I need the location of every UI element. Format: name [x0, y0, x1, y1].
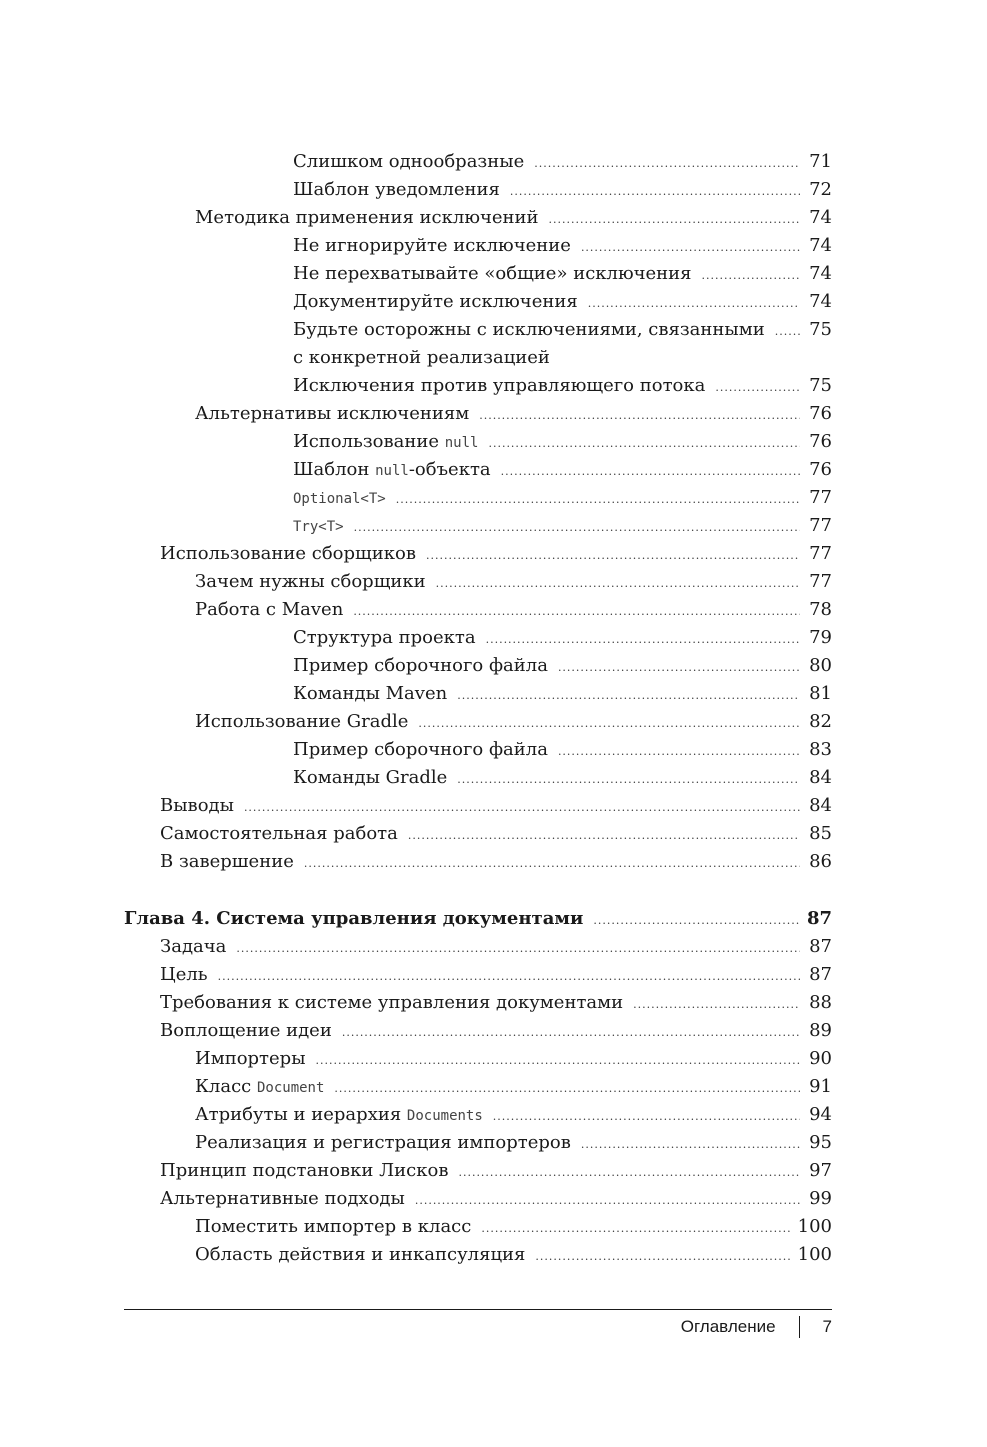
toc-text-fragment: Использование сборщиков	[160, 543, 416, 564]
toc-gap	[124, 876, 832, 905]
toc-page-number: 74	[809, 207, 832, 228]
toc-dot-leader	[342, 1019, 800, 1047]
toc-page-number: 90	[809, 1048, 832, 1069]
toc-page-number: 77	[809, 543, 832, 564]
toc-page-number: 74	[809, 263, 832, 284]
toc-code-fragment: Try<T>	[293, 519, 344, 535]
toc-text-fragment: Реализация и регистрация импортеров	[195, 1132, 571, 1153]
footer-separator	[799, 1316, 800, 1338]
toc-dot-leader	[702, 262, 800, 290]
toc-page-number: 91	[809, 1076, 832, 1097]
toc-page-number: 74	[809, 235, 832, 256]
toc-dot-leader	[581, 1131, 800, 1159]
toc-entry-title	[293, 316, 775, 372]
toc-text-fragment: Выводы	[160, 795, 234, 816]
toc-entry-title	[195, 1241, 535, 1269]
toc-text-fragment: Воплощение идеи	[160, 1020, 332, 1041]
toc-page-number: 87	[809, 964, 832, 985]
toc-entry-title	[195, 1101, 493, 1130]
page-footer	[681, 1316, 832, 1338]
toc-entry-title	[160, 540, 426, 568]
toc-page-number: 81	[809, 683, 832, 704]
toc-text-fragment: Не игнорируйте исключение	[293, 235, 571, 256]
toc-text-fragment: Требования к системе управления документами	[160, 992, 624, 1013]
toc-page-number: 77	[809, 571, 832, 592]
toc-text-fragment: Альтернативные подходы	[160, 1188, 405, 1209]
toc-entry-title	[195, 400, 479, 428]
toc-page-number: 75	[809, 319, 832, 340]
table-of-contents	[124, 148, 832, 1269]
toc-dot-leader	[426, 542, 800, 570]
toc-entry[interactable]	[124, 204, 832, 232]
toc-text-fragment: Команды Maven	[293, 683, 448, 704]
toc-dot-leader	[535, 1243, 789, 1271]
toc-dot-leader	[488, 430, 800, 458]
toc-dot-leader	[436, 570, 800, 598]
toc-code-fragment: Documents	[406, 1108, 483, 1124]
toc-dot-leader	[236, 935, 800, 963]
toc-dot-leader	[715, 374, 800, 402]
toc-entry-title	[293, 372, 715, 400]
toc-text-fragment: Зачем нужны сборщики	[195, 571, 426, 592]
toc-entry[interactable]	[124, 456, 832, 484]
toc-page-number: 86	[809, 851, 832, 872]
toc-page-number: 74	[809, 291, 832, 312]
toc-page-number: 89	[809, 1020, 832, 1041]
toc-entry-title	[293, 288, 588, 316]
toc-entry-title	[160, 933, 236, 961]
toc-entry[interactable]	[124, 148, 832, 176]
toc-text-fragment: Поместить импортер в класс	[195, 1216, 472, 1237]
toc-text-fragment: Задача	[160, 936, 227, 957]
toc-dot-leader	[304, 850, 800, 878]
toc-entry[interactable]	[124, 288, 832, 316]
toc-entry[interactable]	[124, 1157, 832, 1185]
toc-entry[interactable]	[124, 708, 832, 736]
toc-entry-title	[293, 260, 702, 288]
toc-entry-title	[293, 764, 457, 792]
toc-dot-leader	[581, 234, 800, 262]
toc-page-number: 75	[809, 375, 832, 396]
toc-entry-title	[195, 1213, 481, 1241]
toc-text-fragment: Атрибуты и иерархия	[195, 1104, 407, 1125]
toc-text-fragment: Цель	[160, 964, 208, 985]
toc-text-fragment: Класс	[195, 1076, 257, 1097]
toc-text-fragment: В завершение	[160, 851, 294, 872]
toc-dot-leader	[353, 598, 800, 626]
toc-entry[interactable]	[124, 1129, 832, 1157]
toc-dot-leader	[534, 150, 800, 178]
toc-text-fragment: Альтернативы исключениям	[195, 403, 470, 424]
toc-entry[interactable]	[124, 792, 832, 820]
toc-entry[interactable]	[124, 848, 832, 876]
toc-dot-leader	[501, 458, 800, 486]
toc-page-number: 79	[809, 627, 832, 648]
toc-entry-title	[293, 680, 457, 708]
toc-dot-leader	[408, 822, 800, 850]
toc-entry[interactable]	[124, 512, 832, 540]
toc-text-fragment: Исключения против управляющего потока	[293, 375, 706, 396]
toc-entry-title	[195, 568, 436, 596]
toc-entry[interactable]	[124, 540, 832, 568]
toc-text-fragment: Область действия и инкапсуляция	[195, 1244, 526, 1265]
toc-page-number: 85	[809, 823, 832, 844]
toc-entry-title	[160, 989, 633, 1017]
toc-entry[interactable]	[124, 1241, 832, 1269]
toc-page-number: 76	[809, 403, 832, 424]
toc-text-fragment: Пример сборочного файла	[293, 655, 548, 676]
toc-entry-title	[160, 1017, 342, 1045]
toc-entry-title	[293, 512, 354, 541]
toc-entry[interactable]	[124, 652, 832, 680]
toc-code-fragment: null	[444, 435, 479, 451]
toc-entry-title	[124, 905, 593, 933]
toc-entry-title	[293, 148, 534, 176]
toc-text-fragment: Шаблон уведомления	[293, 179, 500, 200]
toc-code-fragment: null	[375, 463, 409, 479]
toc-dot-leader	[396, 486, 800, 514]
toc-text-fragment: -объекта	[408, 459, 491, 480]
toc-dot-leader	[486, 626, 800, 654]
toc-dot-leader	[479, 402, 800, 430]
toc-entry[interactable]	[124, 736, 832, 764]
toc-chapter-entry[interactable]	[124, 905, 832, 933]
toc-page-number: 72	[809, 179, 832, 200]
toc-entry-title	[160, 848, 304, 876]
toc-entry-title	[293, 428, 488, 457]
toc-page-number: 83	[809, 739, 832, 760]
toc-entry[interactable]	[124, 624, 832, 652]
toc-entry-title	[293, 736, 558, 764]
toc-entry[interactable]	[124, 484, 832, 512]
toc-dot-leader	[244, 794, 800, 822]
toc-dot-leader	[418, 710, 800, 738]
toc-entry[interactable]	[124, 1045, 832, 1073]
toc-entry[interactable]	[124, 260, 832, 288]
toc-entry-title	[160, 792, 244, 820]
toc-page-number: 100	[797, 1244, 832, 1265]
toc-entry[interactable]	[124, 372, 832, 400]
toc-entry[interactable]	[124, 176, 832, 204]
toc-text-fragment: Методика применения исключений	[195, 207, 539, 228]
toc-page-number: 77	[809, 487, 832, 508]
toc-dot-leader	[458, 1159, 800, 1187]
toc-text-fragment: с конкретной реализацией	[293, 347, 550, 368]
toc-page-number: 71	[809, 151, 832, 172]
toc-entry-title-line: Будьте осторожны с исключениями, связанными	[293, 319, 765, 340]
toc-dot-leader	[334, 1075, 800, 1103]
toc-page-number: 87	[806, 908, 832, 929]
toc-entry[interactable]	[124, 1101, 832, 1129]
toc-entry[interactable]	[124, 316, 832, 372]
toc-entry[interactable]	[124, 961, 832, 989]
toc-entry-title	[195, 1129, 581, 1157]
footer-page-number: 7	[822, 1317, 832, 1336]
toc-text-fragment: Принцип подстановки Лисков	[160, 1160, 449, 1181]
toc-dot-leader	[549, 206, 800, 234]
toc-page-number: 77	[809, 515, 832, 536]
toc-text-fragment: Глава 4. Система управления документами	[124, 908, 584, 929]
toc-entry-title	[293, 624, 486, 652]
toc-entry[interactable]	[124, 568, 832, 596]
toc-entry-title	[195, 596, 353, 624]
toc-page-number: 80	[809, 655, 832, 676]
toc-page-number: 97	[809, 1160, 832, 1181]
footer-section-title: Оглавление	[680, 1317, 776, 1336]
toc-entry[interactable]	[124, 680, 832, 708]
toc-dot-leader	[633, 991, 800, 1019]
toc-entry[interactable]	[124, 1017, 832, 1045]
toc-dot-leader	[558, 654, 800, 682]
toc-entry[interactable]	[124, 596, 832, 624]
toc-entry-title	[160, 961, 218, 989]
toc-entry-title	[195, 204, 549, 232]
toc-text-fragment: Самостоятельная работа	[160, 823, 398, 844]
toc-entry-title	[293, 176, 510, 204]
toc-dot-leader	[481, 1215, 789, 1243]
toc-text-fragment: Команды Gradle	[293, 767, 448, 788]
toc-page-number: 94	[809, 1104, 832, 1125]
toc-text-fragment: Слишком однообразные	[293, 151, 525, 172]
toc-entry[interactable]	[124, 989, 832, 1017]
toc-entry-title	[293, 456, 501, 485]
toc-entry[interactable]	[124, 820, 832, 848]
toc-dot-leader	[457, 682, 800, 710]
toc-dot-leader	[354, 514, 800, 542]
toc-page-number: 82	[809, 711, 832, 732]
toc-entry-title	[195, 1045, 316, 1073]
footer-rule	[124, 1309, 832, 1310]
toc-page-number: 78	[809, 599, 832, 620]
toc-page-number: 100	[797, 1216, 832, 1237]
toc-entry[interactable]	[124, 933, 832, 961]
toc-entry-title	[195, 708, 418, 736]
toc-text-fragment: Структура проекта	[293, 627, 476, 648]
toc-code-fragment: Document	[256, 1080, 325, 1096]
toc-page-number: 84	[809, 795, 832, 816]
toc-page-number: 76	[809, 431, 832, 452]
toc-dot-leader	[493, 1103, 800, 1131]
toc-dot-leader	[588, 290, 800, 318]
toc-text-fragment: Импортеры	[195, 1048, 306, 1069]
toc-text-fragment: Использование Gradle	[195, 711, 409, 732]
toc-page-number: 88	[809, 992, 832, 1013]
toc-page-number: 84	[809, 767, 832, 788]
toc-entry[interactable]	[124, 400, 832, 428]
toc-entry[interactable]	[124, 764, 832, 792]
toc-text-fragment: Работа с Maven	[195, 599, 344, 620]
toc-dot-leader	[510, 178, 800, 206]
toc-entry-title	[160, 1157, 458, 1185]
toc-text-fragment: Пример сборочного файла	[293, 739, 548, 760]
toc-page-number: 87	[809, 936, 832, 957]
toc-entry[interactable]	[124, 428, 832, 456]
toc-text-fragment: Шаблон	[293, 459, 376, 480]
toc-entry[interactable]	[124, 1213, 832, 1241]
toc-page-number: 76	[809, 459, 832, 480]
toc-dot-leader	[775, 318, 800, 346]
toc-text-fragment: Использование	[293, 431, 445, 452]
toc-entry-title	[293, 232, 581, 260]
toc-entry-title	[160, 1185, 415, 1213]
toc-entry[interactable]	[124, 1185, 832, 1213]
toc-entry-title	[293, 652, 558, 680]
toc-dot-leader	[415, 1187, 800, 1215]
toc-entry-title	[293, 484, 396, 513]
toc-dot-leader	[593, 907, 799, 935]
toc-dot-leader	[558, 738, 800, 766]
toc-code-fragment: Optional<T>	[293, 491, 386, 507]
toc-page-number: 99	[809, 1188, 832, 1209]
toc-entry-title	[160, 820, 408, 848]
toc-text-fragment: Не перехватывайте «общие» исключения	[293, 263, 692, 284]
toc-entry[interactable]	[124, 232, 832, 260]
toc-dot-leader	[457, 766, 800, 794]
toc-text-fragment: Документируйте исключения	[293, 291, 578, 312]
toc-dot-leader	[316, 1047, 800, 1075]
toc-entry-title	[195, 1073, 334, 1102]
toc-entry[interactable]	[124, 1073, 832, 1101]
toc-dot-leader	[218, 963, 800, 991]
toc-page-number: 95	[809, 1132, 832, 1153]
